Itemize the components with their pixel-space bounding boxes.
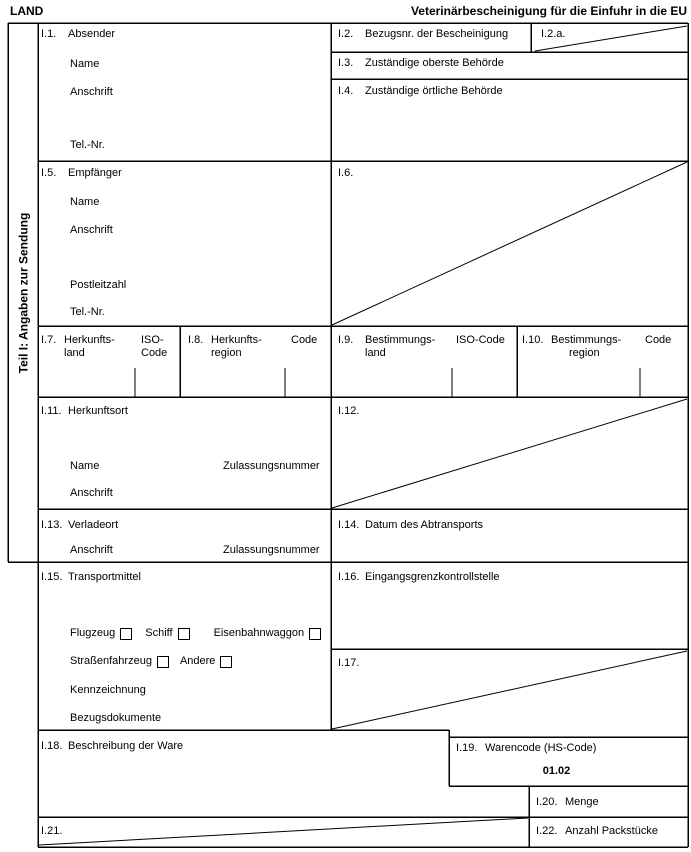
field-i9-code-label: ISO-Code [456,334,505,346]
field-i13-zulassungsnummer-label: Zulassungsnummer [223,544,320,556]
field-i18-label: Beschreibung der Ware [68,740,184,752]
field-i4-header [338,85,503,98]
field-i14-header [338,519,483,532]
field-i2-header [338,28,508,41]
field-i15-header [41,571,141,584]
field-i13-anschrift-label: Anschrift [70,544,113,556]
part-i-sidebar-label: Teil I: Angaben zur Sendung [16,212,31,373]
field-i8-label: Herkunfts- region [211,334,262,359]
field-i1-anschrift-label: Anschrift [70,86,113,98]
field-i2a-number: I.2.a. [541,28,566,40]
country-label: LAND [10,4,44,18]
andere-label: Andere [179,655,216,667]
andere-checkbox[interactable] [220,656,232,668]
field-i7-code-label: ISO- Code [141,334,168,359]
field-i15-label: Transportmittel [68,571,141,583]
field-i5-number: I.5. [41,167,57,179]
field-i1-header [41,28,115,41]
field-i15-number: I.15. [41,571,63,583]
field-i20-header [536,796,599,809]
field-i9-header [338,334,435,360]
field-i21-number: I.21. [41,825,63,837]
field-i19-number: I.19. [456,742,478,754]
field-i11-label: Herkunftsort [68,405,128,417]
field-i20-number: I.20. [536,796,558,808]
schiff-label: Schiff [145,627,173,639]
field-i10-number: I.10. [522,334,544,346]
field-i3-label: Zuständige oberste Behörde [365,57,504,69]
field-i7-number: I.7. [41,334,57,346]
field-i20-label: Menge [565,796,599,808]
field-i5-name-label: Name [70,196,100,208]
field-i13-label: Verladeort [68,519,119,531]
field-i5-tel-label: Tel.-Nr. [70,306,105,318]
field-i19-header [456,742,596,755]
field-i22-number: I.22. [536,825,558,837]
page-title: Veterinärbescheinigung für die Einfuhr in die EU [410,4,687,18]
field-i16-number: I.16. [338,571,360,583]
field-i10-code-label: Code [645,334,672,346]
eisenbahnwaggon-checkbox[interactable] [309,628,321,640]
field-i5-header [41,167,122,180]
field-i2-number: I.2. [338,28,354,40]
field-i2-label: Bezugsnr. der Bescheinigung [365,28,509,40]
field-i19-label: Warencode (HS-Code) [485,742,597,754]
flugzeug-checkbox[interactable] [120,628,132,640]
field-i3-header [338,57,504,70]
field-i15-bezugsdokumente-label: Bezugsdokumente [70,712,162,724]
field-i16-label: Eingangsgrenzkontrollstelle [365,571,500,583]
schiff-checkbox[interactable] [178,628,190,640]
field-i12-number: I.12. [338,405,360,417]
field-i14-label: Datum des Abtransports [365,519,484,531]
field-i22-header [536,825,658,838]
transport-options-row1 [70,627,321,640]
field-i1-label: Absender [68,28,116,40]
field-i7-header [41,334,115,360]
field-i1-tel-label: Tel.-Nr. [70,139,105,151]
part-i-sidebar [8,23,38,562]
field-i10-label: Bestimmungs- region [551,334,622,359]
field-i16-header [338,571,500,584]
field-i18-number: I.18. [41,740,63,752]
field-i14-number: I.14. [338,519,360,531]
field-i15-kennzeichnung-label: Kennzeichnung [70,684,146,696]
field-i8-number: I.8. [188,334,204,346]
field-i5-plz-label: Postleitzahl [70,279,127,291]
strassenfahrzeug-label: Straßenfahrzeug [70,655,152,667]
field-i1-number: I.1. [41,28,57,40]
field-i13-header [41,519,118,532]
field-i11-header [41,405,128,418]
field-i6-number: I.6. [338,167,354,179]
strassenfahrzeug-checkbox[interactable] [157,656,169,668]
field-i22-label: Anzahl Packstücke [565,825,658,837]
field-i5-label: Empfänger [68,167,122,179]
hs-code-value: 01.02 [542,765,571,777]
field-i11-zulassungsnummer-label: Zulassungsnummer [223,460,320,472]
field-i7-label: Herkunfts- land [64,334,115,359]
field-i5-anschrift-label: Anschrift [70,224,113,236]
field-i4-label: Zuständige örtliche Behörde [365,85,503,97]
field-i11-name-label: Name [70,460,100,472]
field-i13-number: I.13. [41,519,63,531]
field-i11-number: I.11. [41,405,62,417]
field-i17-number: I.17. [338,657,360,669]
field-i4-number: I.4. [338,85,354,97]
field-i3-number: I.3. [338,57,354,69]
field-i10-header [522,334,621,360]
field-i18-header [41,740,183,753]
field-i1-name-label: Name [70,58,100,70]
eisenbahnwaggon-label: Eisenbahnwaggon [213,627,305,639]
field-i9-label: Bestimmungs- land [365,334,436,359]
field-i11-anschrift-label: Anschrift [70,487,113,499]
transport-options-row2 [70,655,232,668]
field-i9-number: I.9. [338,334,354,346]
field-i8-header [188,334,262,360]
flugzeug-label: Flugzeug [70,627,116,639]
field-i8-code-label: Code [291,334,318,346]
